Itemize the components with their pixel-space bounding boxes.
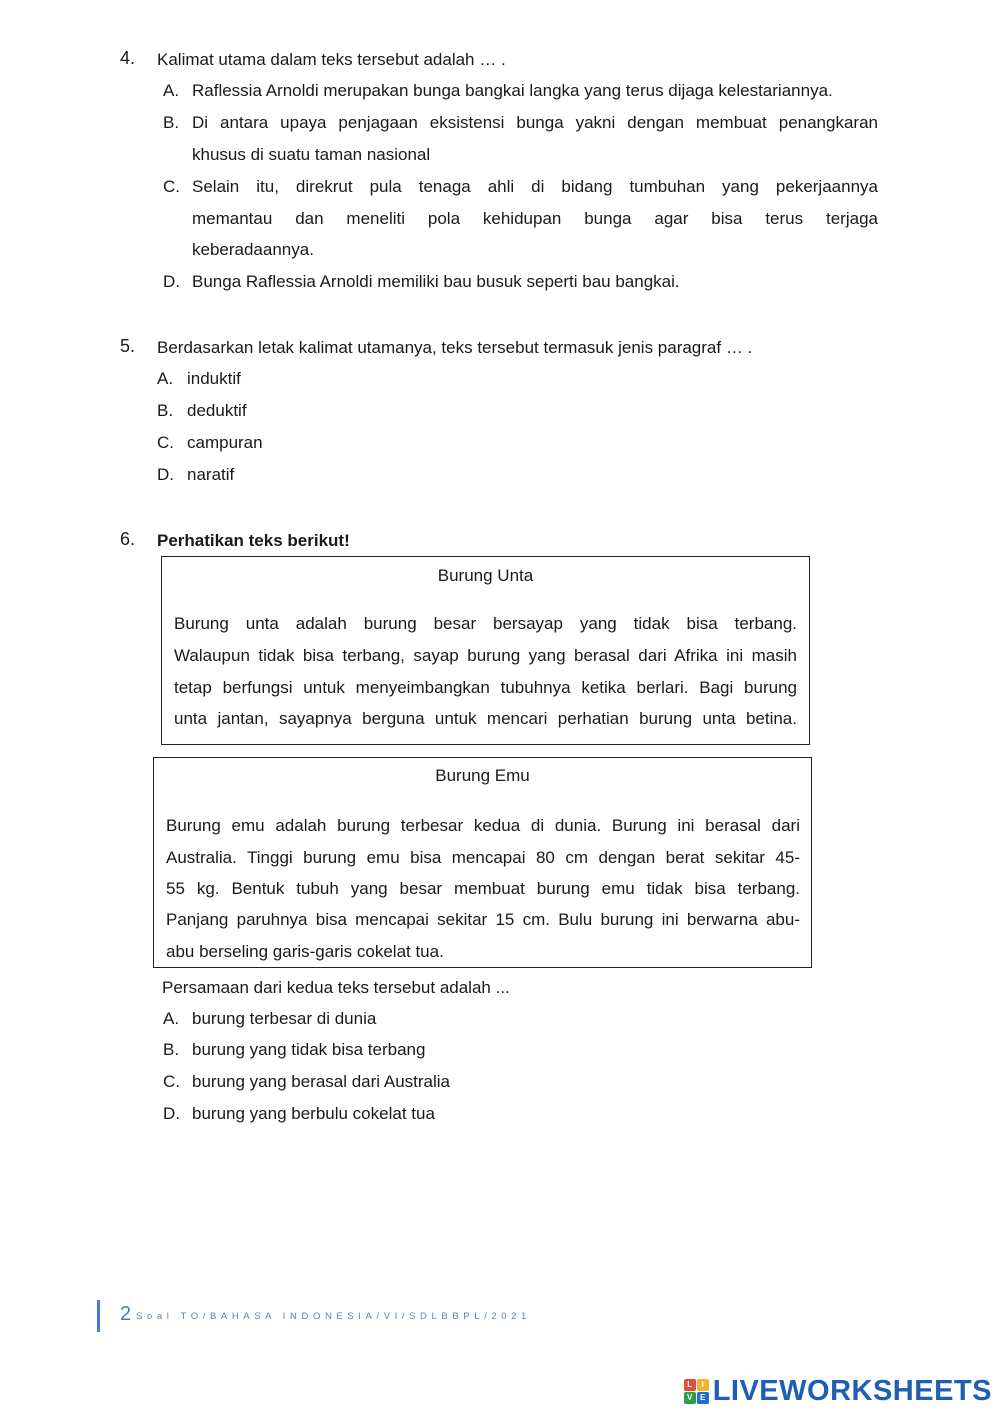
logo-letter-v: V xyxy=(684,1392,696,1404)
logo-letter-e: E xyxy=(697,1392,709,1404)
q4-option-c-letter: C. xyxy=(163,177,180,196)
liveworksheets-logo-icon xyxy=(684,1379,709,1404)
box2-line: Burung emu adalah burung terbesar kedua di dunia. Burung ini berasal dari xyxy=(166,816,800,835)
liveworksheets-brand: LIVEWORKSHEETS xyxy=(712,1375,992,1407)
q5-option-a: induktif xyxy=(187,369,241,388)
logo-letter-l: L xyxy=(684,1379,696,1391)
q4-option-b-line2: khusus di suatu taman nasional xyxy=(192,145,431,164)
q6-question: Persamaan dari kedua teks tersebut adalah ... xyxy=(162,978,510,997)
q5-option-d: naratif xyxy=(187,465,235,484)
q4-option-a: Raflessia Arnoldi merupakan bunga bangkai langka yang terus dijaga kelestariannya. xyxy=(192,81,833,100)
q6-option-a-letter: A. xyxy=(163,1009,180,1028)
logo-letter-i: I xyxy=(697,1379,709,1391)
q4-option-a-letter: A. xyxy=(163,81,180,100)
box1-line: unta jantan, sayapnya berguna untuk mencari perhatian burung unta betina. xyxy=(174,709,797,728)
q6-option-b: burung yang tidak bisa terbang xyxy=(192,1040,426,1059)
q4-option-d-letter: D. xyxy=(163,272,180,291)
box2-line: 55 kg. Bentuk tubuh yang besar membuat burung emu tidak bisa terbang. xyxy=(166,879,800,898)
q4-option-b-line1: Di antara upaya penjagaan eksistensi bunga yakni dengan membuat penangkaran xyxy=(192,113,878,132)
q6-option-d-letter: D. xyxy=(163,1104,180,1123)
q6-option-c: burung yang berasal dari Australia xyxy=(192,1072,450,1091)
q5-question: Berdasarkan letak kalimat utamanya, teks tersebut termasuk jenis paragraf … . xyxy=(157,338,753,357)
q4-option-c-line2: memantau dan meneliti pola kehidupan bunga agar bisa terus terjaga xyxy=(192,209,878,228)
q4-option-d: Bunga Raflessia Arnoldi memiliki bau busuk seperti bau bangkai. xyxy=(192,272,680,291)
footer-accent-bar xyxy=(97,1300,100,1332)
q6-option-b-letter: B. xyxy=(163,1040,180,1059)
text-box-burung-unta xyxy=(161,556,810,745)
q6-instruction: Perhatikan teks berikut! xyxy=(157,531,350,550)
box-title-burung-emu: Burung Emu xyxy=(435,766,530,785)
q5-option-c: campuran xyxy=(187,433,263,452)
q5-option-d-letter: D. xyxy=(157,465,174,484)
q6-option-c-letter: C. xyxy=(163,1072,180,1091)
q4-number: 4. xyxy=(120,48,136,68)
q5-option-b-letter: B. xyxy=(157,401,174,420)
text-box-burung-emu xyxy=(153,757,812,968)
box1-line: Burung unta adalah burung besar bersayap yang tidak bisa terbang. xyxy=(174,614,797,633)
q4-option-c-line1: Selain itu, direkrut pula tenaga ahli di bidang tumbuhan yang pekerjaannya xyxy=(192,177,878,196)
box2-line: abu berseling garis-garis cokelat tua. xyxy=(166,942,444,961)
footer-page-number: 2 xyxy=(120,1303,132,1325)
q5-number: 5. xyxy=(120,336,136,356)
q5-option-a-letter: A. xyxy=(157,369,174,388)
q4-option-c-line3: keberadaannya. xyxy=(192,240,314,259)
q5-option-c-letter: C. xyxy=(157,433,174,452)
box2-line: Australia. Tinggi burung emu bisa mencapai 80 cm dengan berat sekitar 45- xyxy=(166,848,800,867)
liveworksheets-logo xyxy=(684,1375,992,1408)
q4-option-b-letter: B. xyxy=(163,113,180,132)
q4-question: Kalimat utama dalam teks tersebut adalah … . xyxy=(157,50,506,69)
footer-text: Soal TO/BAHASA INDONESIA/VI/SDLBBPL/2021 xyxy=(136,1311,531,1322)
q6-option-d: burung yang berbulu cokelat tua xyxy=(192,1104,435,1123)
q6-option-a: burung terbesar di dunia xyxy=(192,1009,377,1028)
box1-line: tetap berfungsi untuk menyeimbangkan tubuhnya ketika berlari. Bagi burung xyxy=(174,678,797,697)
q5-option-b: deduktif xyxy=(187,401,247,420)
box1-line: Walaupun tidak bisa terbang, sayap burung yang berasal dari Afrika ini masih xyxy=(174,646,797,665)
box-title-burung-unta: Burung Unta xyxy=(437,566,534,585)
q6-number: 6. xyxy=(120,529,136,549)
box2-line: Panjang paruhnya bisa mencapai sekitar 15 cm. Bulu burung ini berwarna abu- xyxy=(166,910,800,929)
